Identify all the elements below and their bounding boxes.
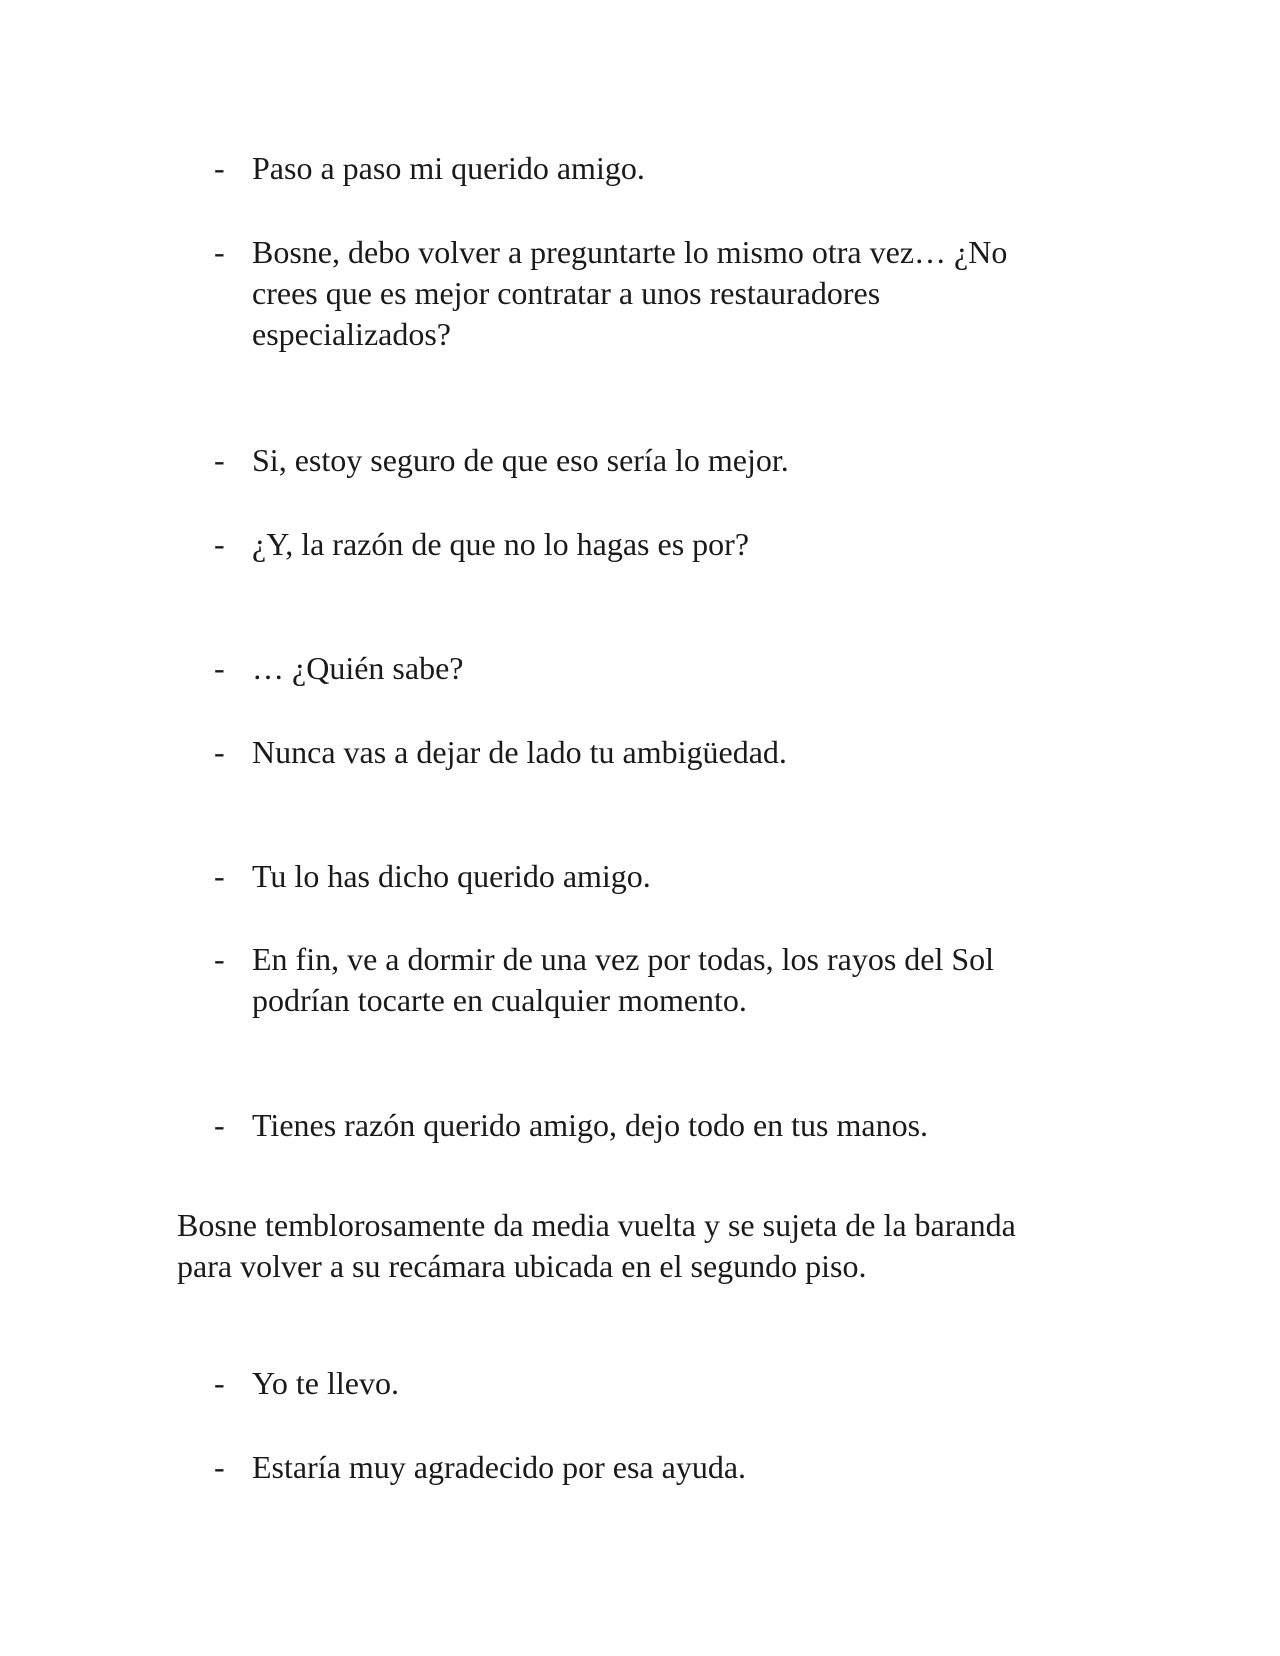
dialogue-dash: - [214, 1449, 225, 1485]
dialogue-dash: - [214, 734, 225, 770]
dialogue-dash: - [214, 1365, 225, 1401]
dialogue-dash: - [214, 150, 225, 186]
dialogue-text: Yo te llevo. [252, 1365, 399, 1401]
dialogue-text: Nunca vas a dejar de lado tu ambigüedad. [252, 734, 787, 770]
dialogue-text: Estaría muy agradecido por esa ayuda. [252, 1449, 747, 1485]
dialogue-text: Paso a paso mi querido amigo. [252, 150, 645, 186]
dialogue-dash: - [214, 858, 225, 894]
dialogue-dash: - [214, 941, 225, 977]
dialogue-text: Si, estoy seguro de que eso sería lo mejor. [252, 442, 789, 478]
dialogue-dash: - [214, 1107, 225, 1143]
dialogue-text: ¿Y, la razón de que no lo hagas es por? [252, 526, 750, 562]
dialogue-text: Bosne, debo volver a preguntarte lo mismo otra vez… ¿No crees que es mejor contratar a unos restauradores especializados? [252, 234, 1008, 352]
dialogue-text: … ¿Quién sabe? [252, 650, 464, 686]
dialogue-text: En fin, ve a dormir de una vez por todas, los rayos del Sol podrían tocarte en cualquier momento. [252, 941, 995, 1018]
dialogue-text: Tienes razón querido amigo, dejo todo en tus manos. [252, 1107, 929, 1143]
dialogue-dash: - [214, 650, 225, 686]
dialogue-dash: - [214, 234, 225, 270]
dialogue-dash: - [214, 526, 225, 562]
narration-paragraph: Bosne temblorosamente da media vuelta y se sujeta de la baranda para volver a su recámara ubicada en el segundo piso. [177, 1207, 1016, 1284]
dialogue-text: Tu lo has dicho querido amigo. [252, 858, 651, 894]
dialogue-dash: - [214, 442, 225, 478]
